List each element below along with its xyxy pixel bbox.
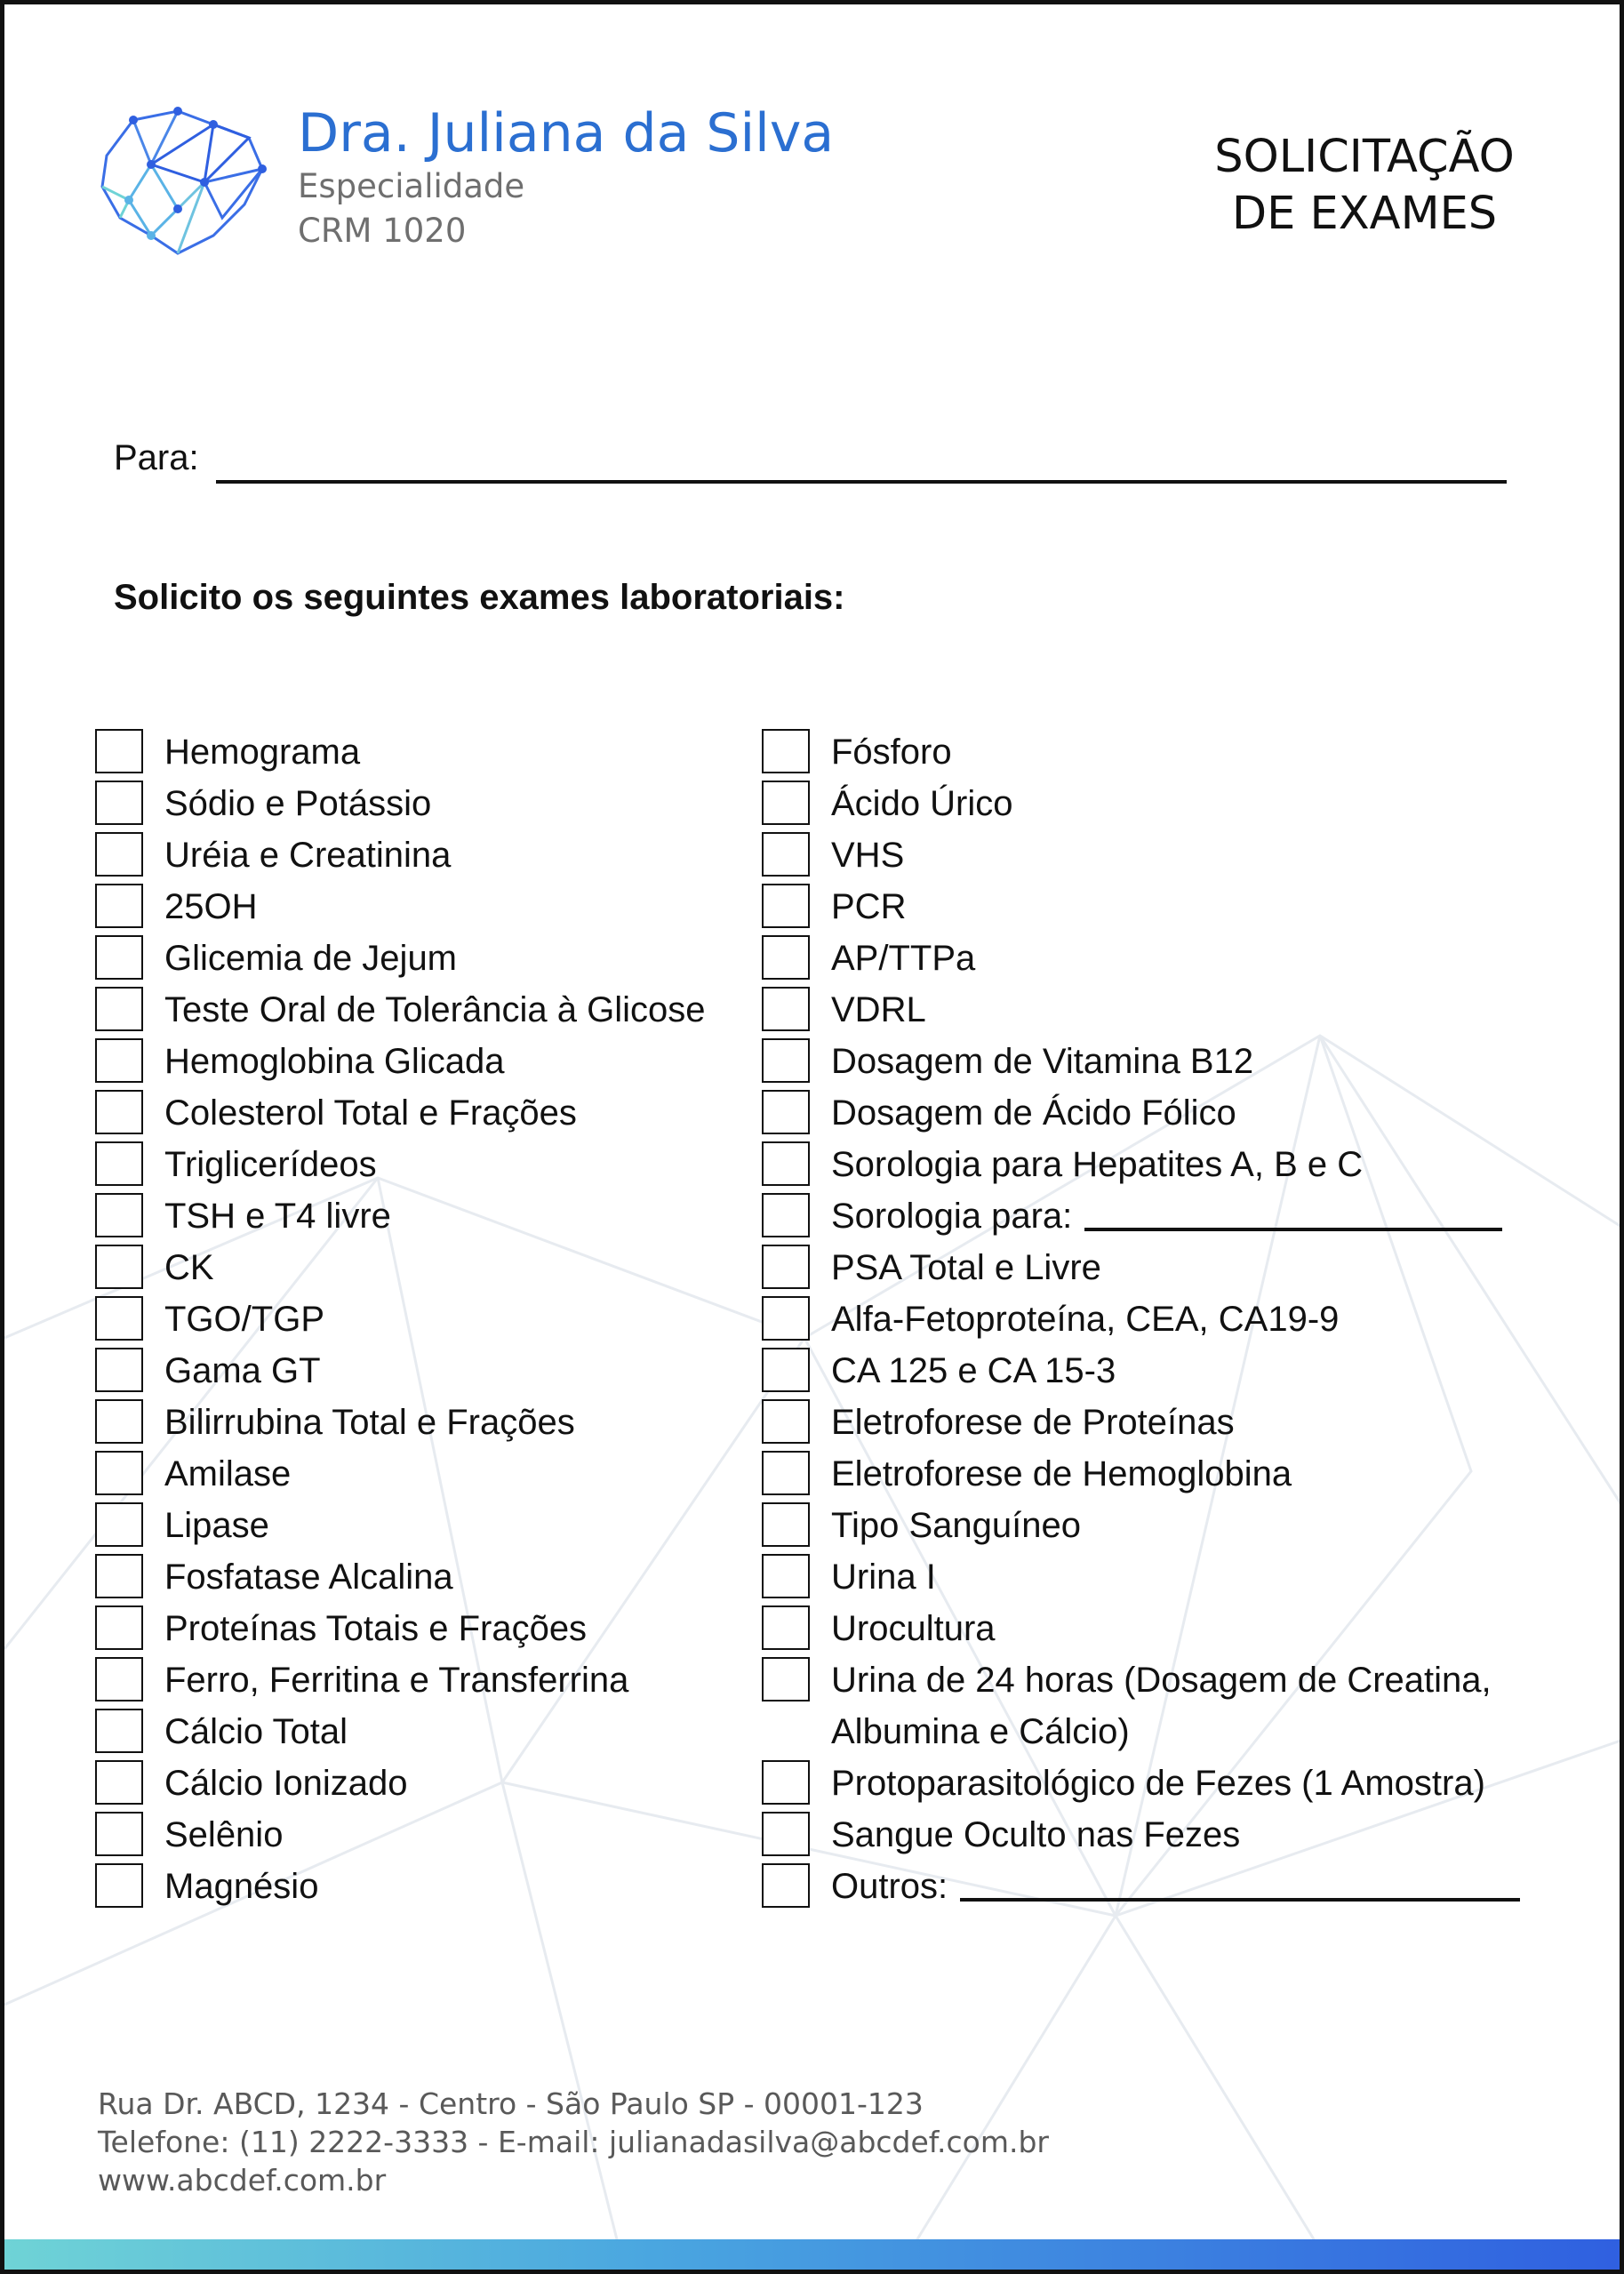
exam-label: Teste Oral de Tolerância à Glicose (164, 990, 706, 1029)
exam-item[interactable] (95, 1139, 705, 1190)
exam-checkbox[interactable] (762, 1863, 810, 1908)
exam-item[interactable] (762, 1706, 1520, 1758)
exam-label: Fosfatase Alcalina (164, 1557, 453, 1597)
exam-label: Hemoglobina Glicada (164, 1042, 505, 1081)
exam-checkbox[interactable] (762, 1193, 810, 1237)
footer (98, 2085, 1049, 2199)
footer-website: www.abcdef.com.br (98, 2163, 387, 2198)
exam-label: Albumina e Cálcio) (831, 1712, 1130, 1751)
exam-item[interactable] (95, 1551, 705, 1603)
fill-in-line[interactable] (960, 1898, 1520, 1902)
exam-label: Ferro, Ferritina e Transferrina (164, 1661, 629, 1700)
exam-checkbox[interactable] (95, 1348, 143, 1392)
para-input-line[interactable] (216, 480, 1507, 484)
exam-checkbox[interactable] (762, 1605, 810, 1650)
exam-item[interactable] (95, 1087, 705, 1139)
exam-label: TSH e T4 livre (164, 1197, 391, 1236)
exam-item[interactable] (95, 1036, 705, 1087)
exam-checkbox[interactable] (762, 1502, 810, 1547)
exam-label: Gama GT (164, 1351, 321, 1390)
exam-label: Hemograma (164, 733, 361, 772)
exam-label: Colesterol Total e Frações (164, 1093, 577, 1133)
form-title-line2: DE EXAMES (1231, 188, 1498, 240)
exam-item[interactable] (95, 1242, 705, 1293)
exam-item[interactable] (95, 984, 705, 1036)
exam-checkbox[interactable] (762, 1348, 810, 1392)
exam-label: Urocultura (831, 1609, 996, 1648)
checkbox-spacer (762, 1709, 810, 1753)
exam-label: Bilirrubina Total e Frações (164, 1403, 575, 1442)
exam-label: Selênio (164, 1815, 284, 1854)
exam-checkbox[interactable] (762, 1296, 810, 1341)
exam-checkbox[interactable] (762, 1760, 810, 1805)
exam-checkbox[interactable] (762, 1090, 810, 1134)
exam-checkbox[interactable] (95, 1657, 143, 1701)
exam-checkbox[interactable] (95, 1141, 143, 1186)
exam-checkbox[interactable] (762, 729, 810, 773)
exam-checkbox[interactable] (762, 935, 810, 980)
exam-checkbox[interactable] (95, 1760, 143, 1805)
exam-checkbox[interactable] (95, 1038, 143, 1083)
exam-checkbox[interactable] (95, 1502, 143, 1547)
exam-item[interactable] (762, 1654, 1520, 1706)
exam-label: Sódio e Potássio (164, 784, 432, 823)
exam-item[interactable] (95, 829, 705, 881)
exam-item[interactable] (762, 778, 1520, 829)
exam-item[interactable] (95, 1397, 705, 1448)
exam-item[interactable] (95, 1861, 705, 1912)
exam-checkbox[interactable] (762, 1451, 810, 1495)
exam-list-right (762, 726, 1520, 1912)
exam-checkbox[interactable] (95, 1605, 143, 1650)
doctor-info (298, 102, 834, 253)
exam-item[interactable] (762, 1448, 1520, 1500)
exam-item[interactable] (95, 1293, 705, 1345)
exam-label: Eletroforese de Hemoglobina (831, 1454, 1292, 1493)
form-title-line1: SOLICITAÇÃO (1214, 131, 1515, 183)
doctor-specialty: Especialidade (298, 167, 525, 205)
exam-checkbox[interactable] (95, 1451, 143, 1495)
exam-checkbox[interactable] (762, 1812, 810, 1856)
exam-checkbox[interactable] (762, 1657, 810, 1701)
para-label: Para: (114, 438, 199, 477)
exam-checkbox[interactable] (762, 987, 810, 1031)
exam-label: Sangue Oculto nas Fezes (831, 1815, 1241, 1854)
exam-item[interactable] (762, 1036, 1520, 1087)
exam-item[interactable] (95, 1190, 705, 1242)
exam-item[interactable] (95, 881, 705, 933)
exam-item[interactable] (762, 1139, 1520, 1190)
exam-label: 25OH (164, 887, 258, 926)
exam-checkbox[interactable] (95, 1863, 143, 1908)
exam-label: Triglicerídeos (164, 1145, 377, 1184)
exam-item[interactable] (95, 933, 705, 984)
exam-item[interactable] (762, 1087, 1520, 1139)
exam-label: Dosagem de Ácido Fólico (831, 1093, 1236, 1133)
exam-label: Proteínas Totais e Frações (164, 1609, 588, 1648)
exam-checkbox[interactable] (762, 1554, 810, 1598)
exam-checkbox[interactable] (95, 729, 143, 773)
exam-checkbox[interactable] (95, 781, 143, 825)
exam-label: Ácido Úrico (831, 784, 1013, 823)
exam-label: Tipo Sanguíneo (831, 1506, 1081, 1545)
exam-label: TGO/TGP (164, 1300, 324, 1339)
exam-item[interactable] (95, 1500, 705, 1551)
exam-label: PCR (831, 887, 907, 926)
exam-checkbox[interactable] (95, 832, 143, 877)
exam-item[interactable] (95, 778, 705, 829)
brain-network-icon (98, 102, 276, 258)
fill-in-line[interactable] (1084, 1228, 1502, 1231)
exam-checkbox[interactable] (762, 1038, 810, 1083)
exam-checkbox[interactable] (762, 884, 810, 928)
exam-label: CK (164, 1248, 214, 1287)
exam-item[interactable] (762, 1809, 1520, 1861)
exam-label: Sorologia para: (831, 1197, 1073, 1236)
exam-item[interactable] (95, 1654, 705, 1706)
exam-item[interactable] (95, 1758, 705, 1809)
exam-item[interactable] (95, 1809, 705, 1861)
exam-label: Uréia e Creatinina (164, 836, 452, 875)
exam-item[interactable] (762, 1293, 1520, 1345)
exam-label: VHS (831, 836, 905, 875)
exam-label: Sorologia para Hepatites A, B e C (831, 1145, 1364, 1184)
exam-item[interactable] (95, 726, 705, 778)
exam-checkbox[interactable] (95, 987, 143, 1031)
exam-label: Cálcio Total (164, 1712, 348, 1751)
exam-item[interactable] (762, 1758, 1520, 1809)
exam-label: Fósforo (831, 733, 952, 772)
footer-address: Rua Dr. ABCD, 1234 - Centro - São Paulo SP - 00001-123 (98, 2086, 924, 2121)
exam-item[interactable] (762, 1500, 1520, 1551)
exam-label: Lipase (164, 1506, 269, 1545)
exam-checkbox[interactable] (95, 1709, 143, 1753)
exam-checkbox[interactable] (95, 1554, 143, 1598)
exam-item[interactable] (762, 1603, 1520, 1654)
doctor-name: Dra. Juliana da Silva (298, 102, 835, 164)
exam-item[interactable] (762, 933, 1520, 984)
exam-checkbox[interactable] (95, 1090, 143, 1134)
exam-label: Dosagem de Vitamina B12 (831, 1042, 1254, 1081)
exam-item[interactable] (95, 1345, 705, 1397)
exam-label: PSA Total e Livre (831, 1248, 1101, 1287)
form-title (1178, 129, 1551, 243)
exam-checkbox[interactable] (762, 1245, 810, 1289)
exam-item[interactable] (762, 881, 1520, 933)
exam-item[interactable] (95, 1448, 705, 1500)
exam-item[interactable] (762, 726, 1520, 778)
exam-item[interactable] (762, 829, 1520, 881)
exam-checkbox[interactable] (762, 781, 810, 825)
exams-heading: Solicito os seguintes exames laboratoriais: (114, 578, 845, 617)
exam-item[interactable] (95, 1603, 705, 1654)
footer-contact: Telefone: (11) 2222-3333 - E-mail: julianadasilva@abcdef.com.br (98, 2125, 1050, 2159)
exam-checkbox[interactable] (95, 1245, 143, 1289)
exam-item[interactable] (762, 1190, 1520, 1242)
exam-item[interactable] (762, 1861, 1520, 1912)
exam-label: Alfa-Fetoproteína, CEA, CA19-9 (831, 1300, 1340, 1339)
exam-label: Urina I (831, 1557, 936, 1597)
exam-checkbox[interactable] (95, 1812, 143, 1856)
exam-checkbox[interactable] (95, 884, 143, 928)
exam-label: Outros: (831, 1867, 948, 1906)
exam-label: VDRL (831, 990, 926, 1029)
exam-checkbox[interactable] (762, 1399, 810, 1444)
exam-checkbox[interactable] (95, 1399, 143, 1444)
exam-label: AP/TTPa (831, 939, 976, 978)
exam-label: Glicemia de Jejum (164, 939, 458, 978)
exam-list-left (95, 726, 705, 1912)
bottom-gradient-bar (4, 2239, 1624, 2270)
exam-checkbox[interactable] (762, 1141, 810, 1186)
exam-label: Cálcio Ionizado (164, 1764, 408, 1803)
doctor-crm: CRM 1020 (298, 212, 467, 250)
exam-label: Urina de 24 horas (Dosagem de Creatina, (831, 1661, 1492, 1700)
exam-checkbox[interactable] (95, 935, 143, 980)
exam-item[interactable] (762, 984, 1520, 1036)
exam-item[interactable] (762, 1242, 1520, 1293)
exam-label: CA 125 e CA 15-3 (831, 1351, 1116, 1390)
exam-label: Eletroforese de Proteínas (831, 1403, 1235, 1442)
exam-item[interactable] (762, 1397, 1520, 1448)
exam-checkbox[interactable] (762, 832, 810, 877)
exam-item[interactable] (762, 1345, 1520, 1397)
exam-label: Protoparasitológico de Fezes (1 Amostra) (831, 1764, 1485, 1803)
exam-label: Magnésio (164, 1867, 319, 1906)
exam-item[interactable] (762, 1551, 1520, 1603)
exam-label: Amilase (164, 1454, 292, 1493)
exam-checkbox[interactable] (95, 1296, 143, 1341)
exam-item[interactable] (95, 1706, 705, 1758)
exam-checkbox[interactable] (95, 1193, 143, 1237)
